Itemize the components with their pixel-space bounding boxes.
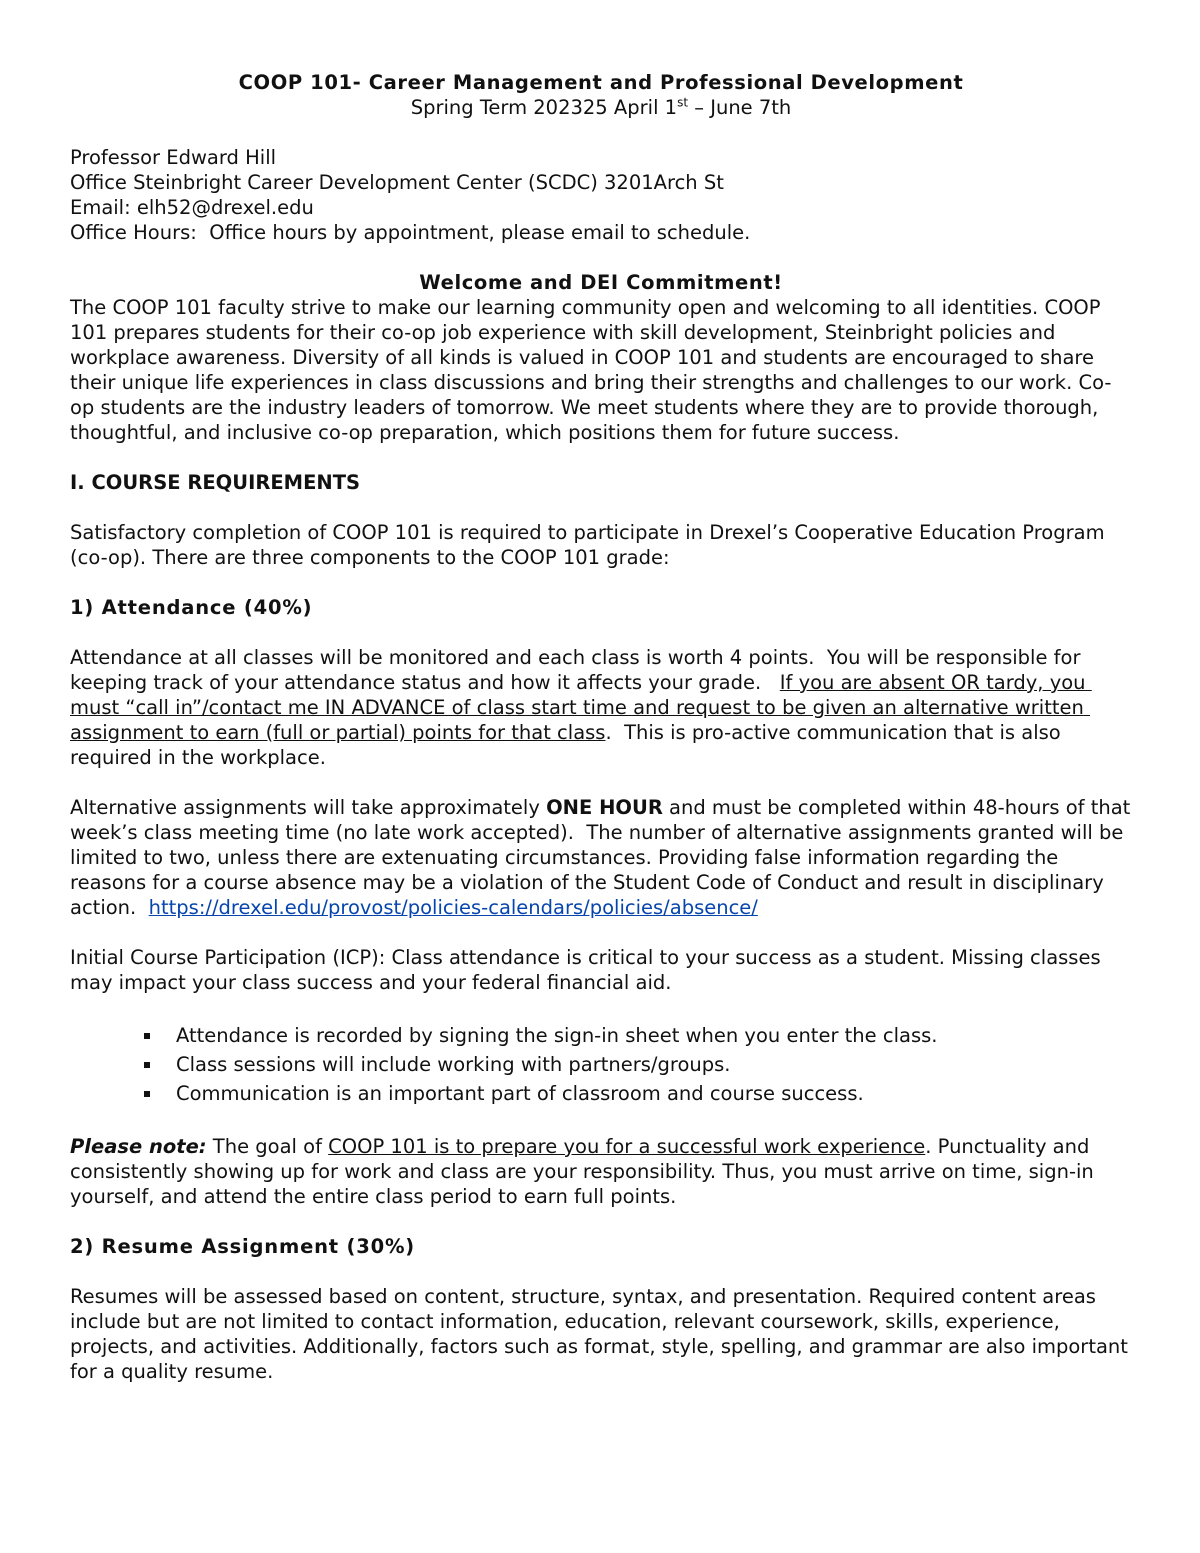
note-text-end: . Punctuality and consistently showing up for work and class are your responsibility. Thus, you must arrive on time, sign-in yourself, and attend the entire class period to earn full points. bbox=[70, 1135, 1100, 1208]
alt-text-start: Alternative assignments will take approximately bbox=[70, 796, 547, 819]
please-note-label: Please note: bbox=[70, 1135, 207, 1158]
bullet-icon bbox=[144, 1033, 150, 1039]
note-underlined: COOP 101 is to prepare you for a successful work experience bbox=[328, 1135, 926, 1158]
list-item-text: Class sessions will include working with partners/groups. bbox=[176, 1053, 731, 1076]
attendance-text-end: . This is pro-active communication that is also required in the workplace. bbox=[70, 721, 1067, 769]
document-content bbox=[70, 70, 1137, 1384]
term-superscript: st bbox=[677, 95, 689, 110]
list-item-text: Communication is an important part of classroom and course success. bbox=[176, 1082, 864, 1105]
welcome-heading: Welcome and DEI Commitment! bbox=[419, 271, 783, 294]
welcome-body: The COOP 101 faculty strive to make our learning community open and welcoming to all identities. COOP 101 prepares students for their co-op job experience with skill development, Steinbright policies and workplace awareness. Diversity of all kinds is valued in COOP 101 and students are encouraged to share their unique life experiences in class discussions and bring their strengths and challenges to our work. Co-op students are the industry leaders of tomorrow. We meet students where they are to provide thorough, thoughtful, and inclusive co-op preparation, which positions them for future success. bbox=[70, 296, 1112, 444]
attendance-underlined-policy: If you are absent OR tardy, you must “call in”/contact me IN ADVANCE of class start time and request to be given an alternative written assignment to earn (full or partial) points for that class bbox=[70, 671, 1092, 744]
attendance-bullet-list bbox=[70, 1023, 1132, 1106]
office-location: Office Steinbright Career Development Center (SCDC) 3201Arch St bbox=[70, 171, 724, 194]
attendance-heading: 1) Attendance (40%) bbox=[70, 596, 313, 619]
requirements-intro: Satisfactory completion of COOP 101 is required to participate in Drexel’s Cooperative Education Program (co-op). There are three components to the COOP 101 grade: bbox=[70, 521, 1105, 569]
bullet-icon bbox=[144, 1062, 150, 1068]
office-hours bbox=[70, 220, 1132, 245]
professor-name: Professor Edward Hill bbox=[70, 146, 277, 169]
resume-body: Resumes will be assessed based on content, structure, syntax, and presentation. Required content areas include but are not limited to contact information, education, relevant coursework, skills, experience, projects, and activities. Additionally, factors such as format, style, spelling, and grammar are also important for a quality resume. bbox=[70, 1285, 1128, 1383]
course-requirements-heading: I. COURSE REQUIREMENTS bbox=[70, 471, 361, 494]
note-text-start: The goal of bbox=[206, 1135, 329, 1158]
term-suffix: – June 7th bbox=[688, 96, 792, 119]
alternative-assignments-paragraph bbox=[70, 795, 1137, 920]
email-line: Email: elh52@drexel.edu bbox=[70, 196, 314, 219]
office-hours-label: Office Hours: bbox=[70, 221, 197, 244]
list-item-text: Attendance is recorded by signing the sign-in sheet when you enter the class. bbox=[176, 1024, 938, 1047]
alt-text-end: and must be completed within 48-hours of that week’s class meeting time (no late work accepted). The number of alternative assignments granted will be limited to two, unless there are extenuating circumstances. Providing false information regarding the reasons for a course absence may be a violation of the Student Code of Conduct and result in disciplinary action. bbox=[70, 796, 1137, 919]
list-item bbox=[134, 1081, 1132, 1106]
list-item bbox=[134, 1052, 1132, 1077]
resume-heading: 2) Resume Assignment (30%) bbox=[70, 1235, 415, 1258]
alt-text-bold: ONE HOUR bbox=[546, 796, 663, 819]
attendance-paragraph bbox=[70, 645, 1132, 770]
list-item bbox=[134, 1023, 1132, 1048]
attendance-text-start: Attendance at all classes will be monitored and each class is worth 4 points. You will be responsible for keeping track of your attendance status and how it affects your grade. bbox=[70, 646, 1087, 694]
course-term bbox=[70, 95, 1132, 120]
icp-paragraph: Initial Course Participation (ICP): Class attendance is critical to your success as a student. Missing classes may impact your class success and your federal financial aid. bbox=[70, 946, 1101, 994]
please-note-paragraph bbox=[70, 1134, 1132, 1209]
office-hours-value: Office hours by appointment, please email to schedule. bbox=[196, 221, 751, 244]
absence-policy-link[interactable]: https://drexel.edu/provost/policies-calendars/policies/absence/ bbox=[148, 896, 758, 919]
term-prefix: Spring Term 202325 April 1 bbox=[410, 96, 678, 119]
course-title: COOP 101- Career Management and Professional Development bbox=[238, 71, 964, 94]
bullet-icon bbox=[144, 1091, 150, 1097]
